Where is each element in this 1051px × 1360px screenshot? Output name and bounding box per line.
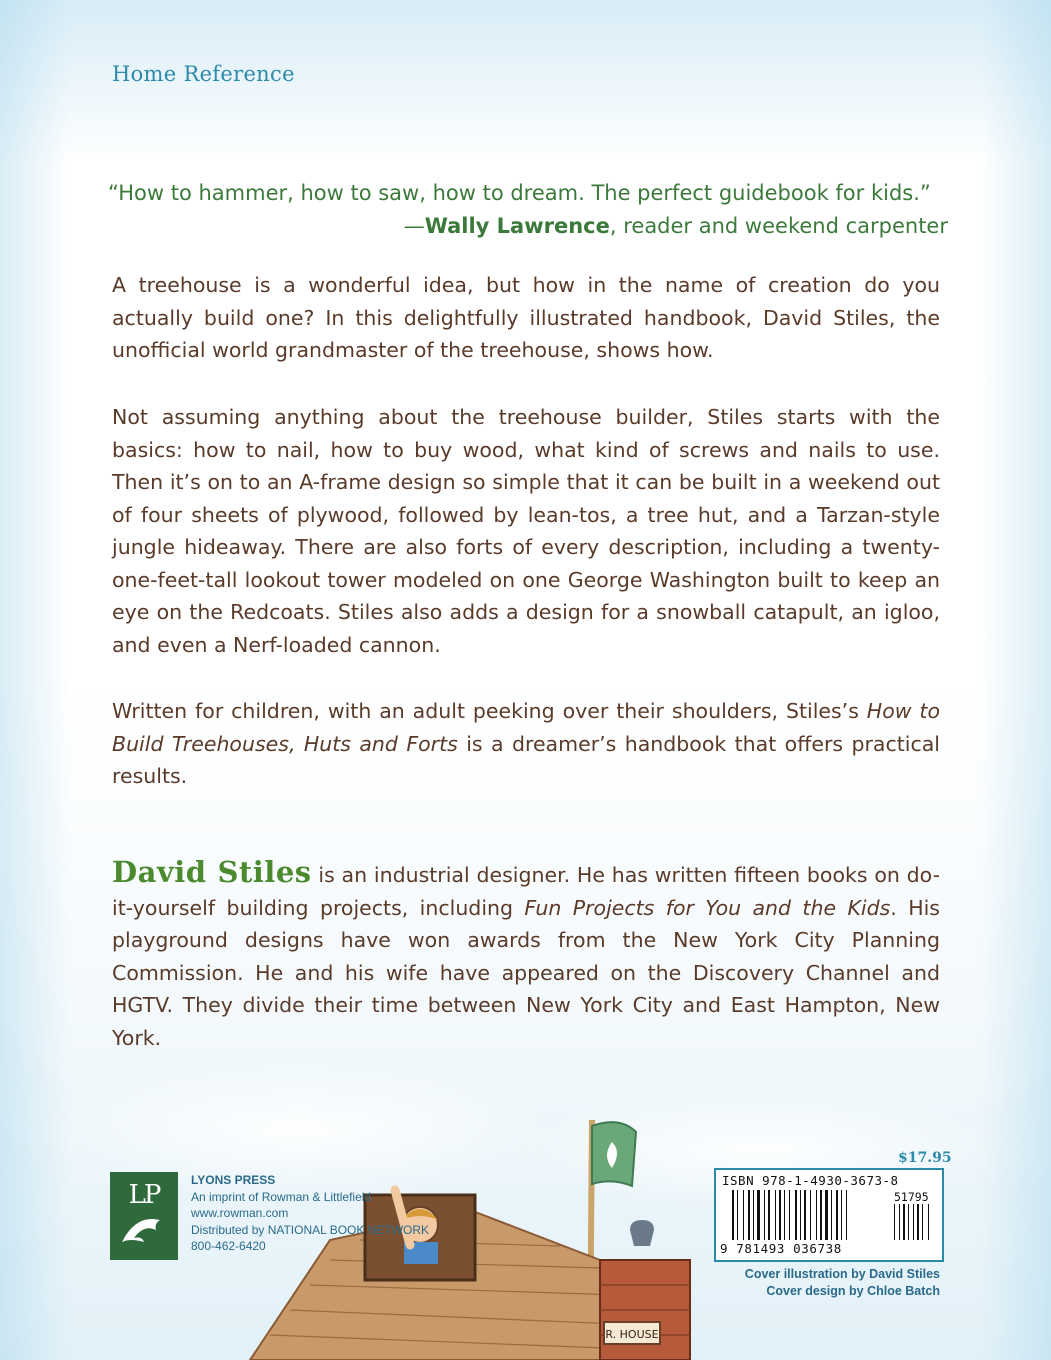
addon-bar <box>928 1204 929 1240</box>
category-label: Home Reference <box>112 62 295 86</box>
barcode-bar <box>789 1190 790 1240</box>
barcode-number: 9 781493 036738 <box>720 1241 842 1256</box>
description-paragraph-1: A treehouse is a wonderful idea, but how in the name of creation do you actually build one? In this delightfully illustrated handbook, David Stiles, the unofficial world grandmaster of the treehouse, shows how. <box>112 273 940 362</box>
quote-attribution <box>108 210 948 243</box>
quote-author: Wally Lawrence <box>424 214 610 238</box>
isbn-text: ISBN 978-1-4930-3673-8 <box>722 1173 899 1188</box>
barcode-bar <box>753 1190 754 1240</box>
addon-bar <box>913 1204 914 1240</box>
barcode-bar <box>743 1190 744 1240</box>
barcode-bar <box>831 1190 832 1240</box>
bio-book-title: Fun Projects for You and the Kids <box>524 895 891 920</box>
addon-bar <box>894 1204 895 1240</box>
barcode-bar <box>748 1190 750 1240</box>
description-paragraph-3 <box>112 695 940 793</box>
publisher-info <box>191 1172 429 1255</box>
quote-dash: — <box>403 214 425 238</box>
barcode-bar <box>836 1190 838 1240</box>
publisher-website[interactable]: www.rowman.com <box>191 1206 289 1220</box>
bio-text-before: is an industrial designer. He has written fifteen books on do-it-yourself building projects, including <box>112 863 940 920</box>
publisher-phone: 800-462-6420 <box>191 1239 266 1253</box>
addon-bar <box>908 1204 909 1240</box>
barcode-bar <box>816 1190 817 1240</box>
house-sign-text: R. HOUSE <box>605 1328 659 1341</box>
dolphin-icon <box>112 1174 176 1258</box>
cover-credits <box>745 1266 940 1299</box>
barcode-bar <box>757 1190 760 1240</box>
barcode-bar <box>795 1190 797 1240</box>
barcode-bar <box>732 1190 734 1240</box>
barcode-bar <box>820 1190 822 1240</box>
publisher-name: LYONS PRESS <box>191 1173 276 1187</box>
bio-text-after: . His playground designs have won awards from the New York City Planning Commission. He and his wife have appeared on the Discovery Channel and HGTV. They divide their time between New York City and East Hampton, New York. <box>112 895 940 1050</box>
addon-bar <box>903 1204 905 1240</box>
publisher-logo <box>110 1172 178 1260</box>
barcode-bar <box>846 1190 847 1240</box>
lamp <box>630 1220 654 1246</box>
quote-author-desc: , reader and weekend carpenter <box>609 214 948 238</box>
addon-bar <box>917 1204 919 1240</box>
barcode-bar <box>779 1190 781 1240</box>
description-paragraph-2: Not assuming anything about the treehouse builder, Stiles starts with the basics: how to nail, how to buy wood, what kind of screws and nails to use. Then it’s on to an A-frame design so simple that it can be built in a weekend out of four sheets of plywood, followed by lean-tos, a tree hut, and a Tarzan-style jungle hideaway. There are also forts of every description, including a twenty-one-feet-tall lookout tower modeled on one George Washington built to keep an eye on the Redcoats. Stiles also adds a design for a snowball catapult, an igloo, and even a Nerf-loaded cannon. <box>112 405 940 657</box>
addon-bar <box>899 1204 900 1240</box>
addon-bar <box>922 1204 923 1240</box>
barcode-bar <box>800 1190 801 1240</box>
barcode-bar <box>804 1190 806 1240</box>
author-bio <box>112 856 940 1054</box>
book-title: How to Build Treehouses, Huts and Forts <box>112 699 940 756</box>
barcode-bar <box>775 1190 776 1240</box>
barcode-bar <box>784 1190 785 1240</box>
blurb-quote <box>108 177 948 243</box>
price: $17.95 <box>898 1150 952 1166</box>
p3-text-before: Written for children, with an adult peeking over their shoulders, Stiles’s <box>112 699 867 723</box>
price-addon: 51795 <box>894 1190 929 1204</box>
barcode-box <box>714 1168 944 1262</box>
barcode-bar <box>764 1190 765 1240</box>
barcode-bar <box>841 1190 842 1240</box>
barcode-bar <box>768 1190 770 1240</box>
publisher-distributor: Distributed by NATIONAL BOOK NETWORK <box>191 1222 430 1237</box>
barcode-bar <box>825 1190 828 1240</box>
barcode-bar <box>737 1190 738 1240</box>
design-credit: Cover design by Chloe Batch <box>766 1283 940 1298</box>
publisher-imprint: An imprint of Rowman & Littlefield <box>191 1189 372 1204</box>
author-name: David Stiles <box>112 855 312 889</box>
quote-text: “How to hammer, how to saw, how to dream. The perfect guidebook for kids.” <box>108 181 931 205</box>
p3-text-after: is a dreamer’s handbook that offers practical results. <box>112 731 940 788</box>
logo-letters: LP <box>128 1180 160 1210</box>
barcode-bar <box>810 1190 811 1240</box>
illustration-credit: Cover illustration by David Stiles <box>744 1267 940 1281</box>
